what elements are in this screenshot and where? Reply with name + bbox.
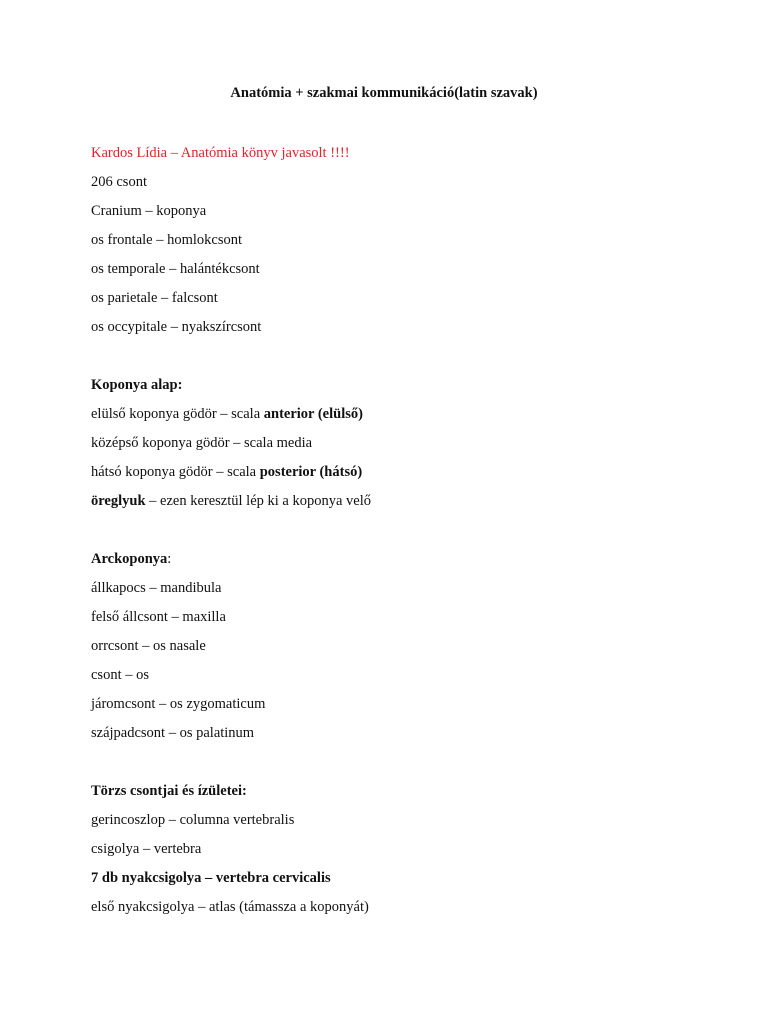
list-item: járomcsont – os zygomaticum: [91, 696, 266, 712]
list-item: elülső koponya gödör – scala anterior (elülső): [91, 406, 363, 422]
section-heading-face: Arckoponya:: [91, 551, 172, 567]
list-item: hátsó koponya gödör – scala posterior (hátsó): [91, 464, 363, 480]
book-recommendation: Kardos Lídia – Anatómia könyv javasolt !!!!: [91, 145, 350, 161]
list-item: os frontale – homlokcsont: [91, 232, 243, 248]
list-item: os occypitale – nyakszírcsont: [91, 319, 262, 335]
list-item: 206 csont: [91, 174, 147, 190]
list-item: első nyakcsigolya – atlas (támassza a koponyát): [91, 899, 369, 915]
list-item: 7 db nyakcsigolya – vertebra cervicalis: [91, 870, 331, 886]
document-title: Anatómia + szakmai kommunikáció(latin szavak): [230, 85, 538, 101]
list-item: csont – os: [91, 667, 149, 683]
list-item: os parietale – falcsont: [91, 290, 218, 306]
list-item: orrcsont – os nasale: [91, 638, 206, 654]
list-item: állkapocs – mandibula: [91, 580, 222, 596]
list-item: szájpadcsont – os palatinum: [91, 725, 255, 741]
list-item: felső állcsont – maxilla: [91, 609, 226, 625]
list-item: középső koponya gödör – scala media: [91, 435, 313, 451]
list-item: öreglyuk – ezen keresztül lép ki a koponya velő: [91, 493, 372, 509]
list-item: Cranium – koponya: [91, 203, 207, 219]
list-item: os temporale – halántékcsont: [91, 261, 260, 277]
list-item: gerincoszlop – columna vertebralis: [91, 812, 295, 828]
section-heading-trunk: Törzs csontjai és ízületei:: [91, 783, 247, 799]
section-heading-skull-base: Koponya alap:: [91, 377, 183, 393]
list-item: csigolya – vertebra: [91, 841, 202, 857]
